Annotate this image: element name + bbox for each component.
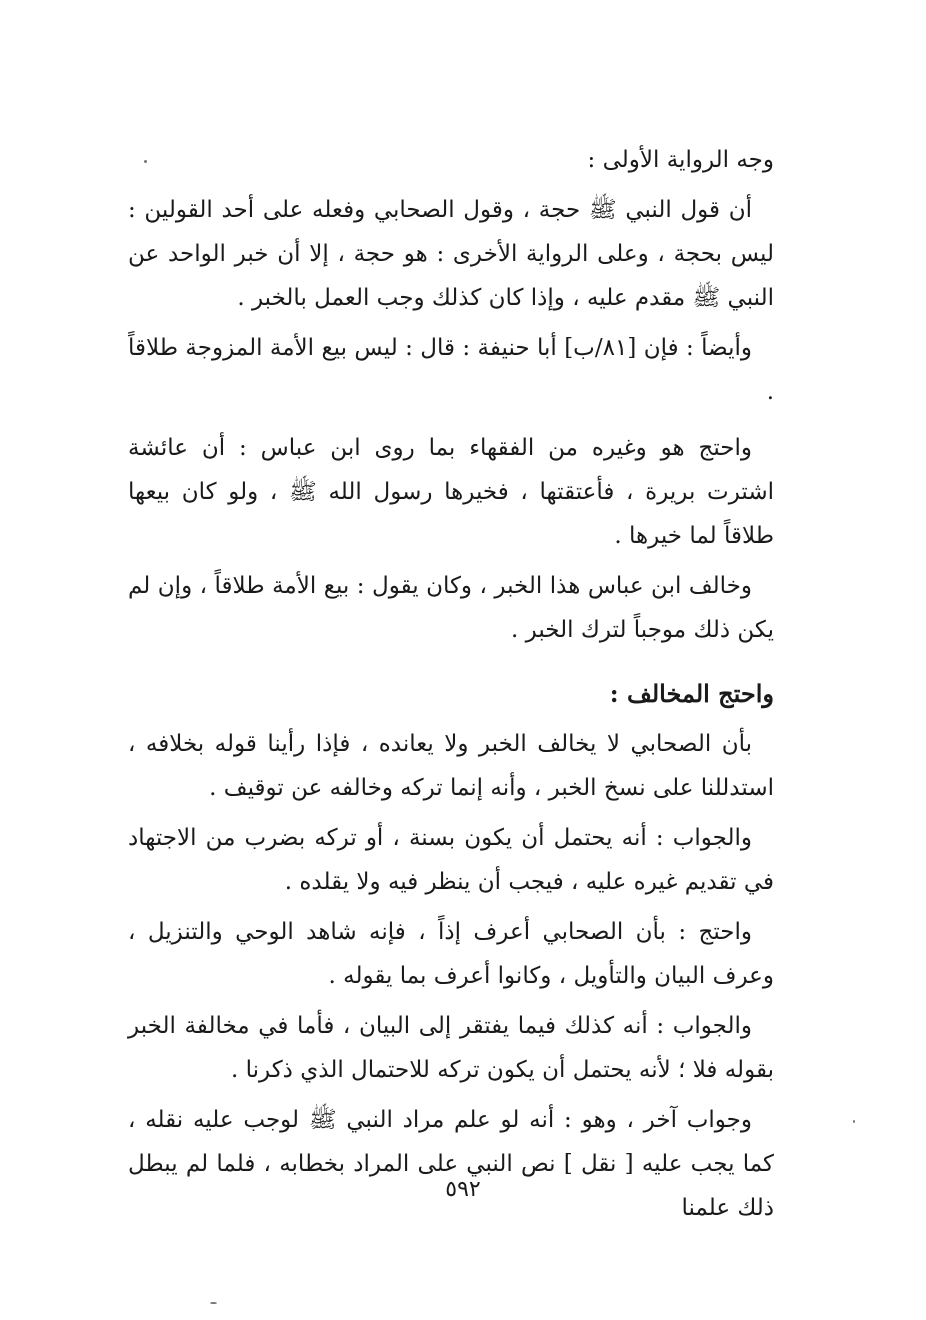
paragraph: بأن الصحابي لا يخالف الخبر ولا يعانده ، فإذا رأينا قوله بخلافه ، استدللنا على نسخ الخبر ، وأنه إنما تركه وخالفه عن توقيف .	[128, 731, 774, 801]
paragraph: والجواب : أنه كذلك فيما يفتقر إلى البيان ، فأما في مخالفة الخبر بقوله فلا ؛ لأنه يحتمل أن يكون تركه للاحتمال الذي ذكرنا .	[128, 1013, 774, 1083]
paragraph: وخالف ابن عباس هذا الخبر ، وكان يقول : بيع الأمة طلاقاً ، وإن لم يكن ذلك موجباً لترك الخبر .	[128, 573, 774, 643]
paragraph: وجواب آخر ، وهو : أنه لو علم مراد النبي ﷺ لوجب عليه نقله ، كما يجب عليه [ نقل ] نص النبي على المراد بخطابه ، فلما لم يبطل ذلك علمنا	[128, 1107, 774, 1221]
paragraph: وأيضاً : فإن [٨١/ب] أبا حنيفة : قال : ليس بيع الأمة المزوجة طلاقاً .	[128, 335, 774, 405]
section-heading-opponent: واحتج المخالف :	[609, 679, 774, 708]
paragraph: أن قول النبي ﷺ حجة ، وقول الصحابي وفعله على أحد القولين : ليس بحجة ، وعلى الرواية الأخرى : هو حجة ، إلا أن خبر الواحد عن النبي ﷺ مقدم عليه ، وإذا كان كذلك وجب العمل بالخبر .	[128, 197, 774, 311]
body-text	[128, 138, 774, 1230]
scan-speck	[853, 1120, 855, 1123]
scan-speck	[210, 1302, 217, 1304]
paragraph: والجواب : أنه يحتمل أن يكون بسنة ، أو تركه بضرب من الاجتهاد في تقديم غيره عليه ، فيجب أن ينظر فيه ولا يقلده .	[128, 825, 774, 895]
paragraph: واحتج هو وغيره من الفقهاء بما روى ابن عباس : أن عائشة اشترت بريرة ، فأعتقتها ، فخيرها رسول الله ﷺ ، ولو كان بيعها طلاقاً لما خيرها .	[128, 435, 774, 549]
section-heading-first-narration: وجه الرواية الأولى :	[587, 147, 774, 173]
scan-speck	[144, 160, 147, 163]
page-number: ٥٩٢	[445, 1177, 481, 1202]
paragraph: واحتج : بأن الصحابي أعرف إذاً ، فإنه شاهد الوحي والتنزيل ، وعرف البيان والتأويل ، وكانوا أعرف بما يقوله .	[128, 919, 774, 989]
